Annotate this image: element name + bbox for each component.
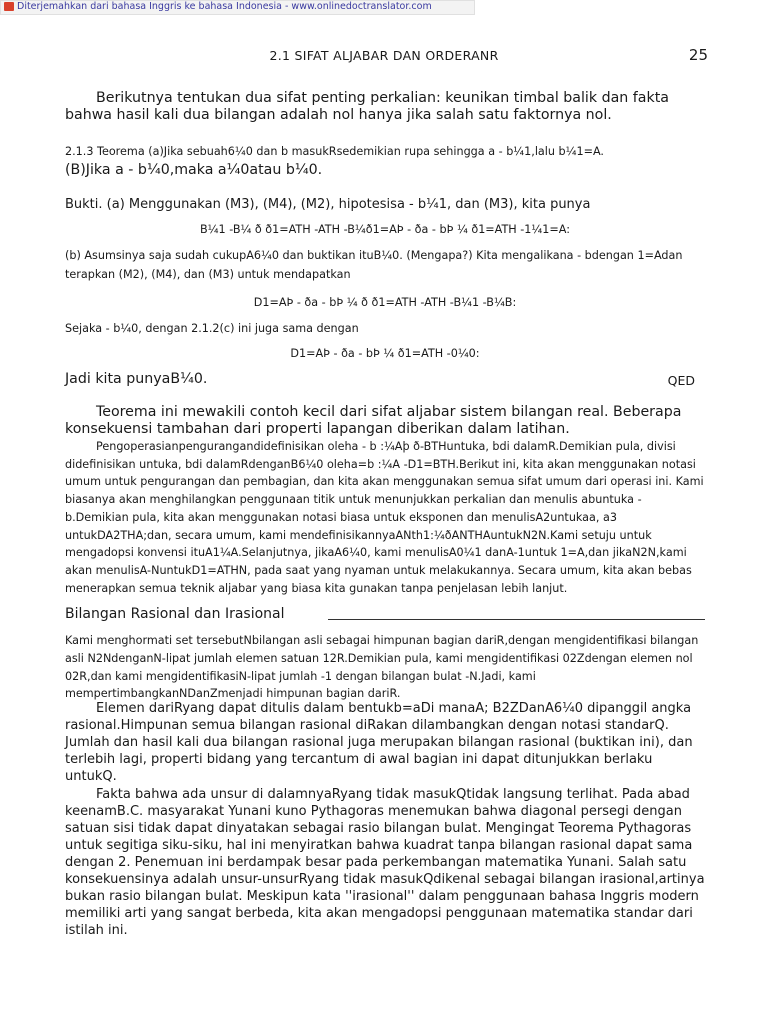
proof-part-b: (b) Asumsinya saja sudah cukupA6¼0 dan buktikan ituB¼0. (Mengapa?) Kita mengalikana - bdengan 1=Adan terapkan (M2), (M4), dan (M3) untuk mendapatkan <box>65 249 683 281</box>
theorem-part-b: (B)Jika a - b¼0,maka a¼0atau b¼0. <box>65 162 323 178</box>
equation-1: B¼1 -B¼ ð ð1=ATH -ATH -B¼ð1=AÞ - ða - bÞ ¼ ð1=ATH -1¼1=A: <box>200 223 570 236</box>
heading-rule <box>328 619 705 620</box>
equation-2: D1=AÞ - ða - bÞ ¼ ð ð1=ATH -ATH -B¼1 -B¼B: <box>253 296 517 309</box>
qed-mark: QED <box>667 373 695 388</box>
operations-paragraph: Pengoperasianpengurangandidefinisikan oleha - b :¼Aþ ð-BTHuntuka, bdi dalamR.Demikian pula, divisi didefinisikan untuka, bdi dalamRdenganB6¼0 oleha=b :¼A -D1=BTH.Berikut ini, kita akan menggunakan notasi umum untuk pengurangan dan pembagian, dan kita akan menggunakan semua sifat umum dari operasi ini. Kami biasanya akan menghilangkan penggunaan titik untuk menunjukkan perkalian dan menulis abuntuka - b.Demikian pula, kita akan menggunakan notasi biasa untuk eksponen dan menulisA2untukaa, a3 untukDA2THA;dan, secara umum, kami mendefinisikannyaANth1:¼ðANTHAuntukN2N.Kami setuju untuk mengadopsi konvensi ituA1¼A.Selanjutnya, jikaA6¼0, kami menulisA0¼1 danA-1untuk 1=A,dan jikaN2N,kami akan menulisA-NuntukD1=ATHN, pada saat yang nyaman untuk melakukannya. Secara umum, kita akan bebas menerapkan semua teknik aljabar yang biasa kita gunakan tanpa penjelasan lebih lanjut. <box>65 440 704 595</box>
since-line: Sejaka - b¼0, dengan 2.1.2(c) ini juga sama dengan <box>65 322 359 335</box>
banner-text: Diterjemahkan dari bahasa Inggris ke bahasa Indonesia - www.onlinedoctranslator.com <box>17 1 432 12</box>
translator-banner[interactable] <box>0 0 475 15</box>
irrationals-paragraph: Fakta bahwa ada unsur di dalamnyaRyang tidak masukQtidak langsung terlihat. Pada abad keenamB.C. masyarakat Yunani kuno Pythagoras menemukan bahwa diagonal persegi dengan satuan sisi tidak dapat dinyatakan sebagai rasio bilangan bulat. Mengingat Teorema Pythagoras untuk segitiga siku-siku, hal ini menyiratkan bahwa kuadrat tanpa bilangan rasional dapat sama dengan 2. Penemuan ini berdampak besar pada perkembangan matematika Yunani. Salah satu konsekuensinya adalah unsur-unsurRyang tidak masukQdikenal sebagai bilangan irasional,artinya bukan rasio bilangan bulat. Meskipun kata ''irasional'' dalam penggunaan bahasa Inggris modern memiliki arti yang sangat berbeda, kita akan mengadopsi penggunaan matematika standar dari istilah ini. <box>65 787 705 938</box>
proof-intro: Bukti. (a) Menggunakan (M3), (M4), (M2), hipotesisa - b¼1, dan (M3), kita punya <box>65 197 591 212</box>
intro-paragraph: Berikutnya tentukan dua sifat penting perkalian: keunikan timbal balik dan fakta bahwa hasil kali dua bilangan adalah nol hanya jika salah satu faktornya nol. <box>65 90 669 123</box>
page-number: 25 <box>688 46 708 64</box>
proof-conclusion: Jadi kita punyaB¼0. <box>65 371 208 387</box>
theorem-part-a: 2.1.3 Teorema (a)Jika sebuah6¼0 dan b masukRsedemikian rupa sehingga a - b¼1,lalu b¼1=A. <box>65 145 604 158</box>
equation-3: D1=AÞ - ða - bÞ ¼ ð1=ATH -0¼0: <box>290 347 480 360</box>
section-heading: Bilangan Rasional dan Irasional <box>65 606 285 622</box>
running-title: 2.1 SIFAT ALJABAR DAN ORDERANR <box>269 48 499 63</box>
document-icon <box>4 2 14 11</box>
naturals-paragraph: Kami menghormati set tersebutNbilangan asli sebagai himpunan bagian dariR,dengan mengidentifikasi bilangan asli N2NdenganN-lipat jumlah elemen satuan 12R.Demikian pula, kami mengidentifikasi 02Zdengan elemen nol 02R,dan kami mengidentifikasiN-lipat jumlah -1 dengan bilangan bulat -N.Jadi, kami mempertimbangkanNDanZmenjadi himpunan bagian dariR. <box>65 634 699 701</box>
rationals-paragraph: Elemen dariRyang dapat ditulis dalam bentukb=aDi manaA; B2ZDanA6¼0 dipanggil angka rasional.Himpunan semua bilangan rasional diRakan dilambangkan dengan notasi standarQ. Jumlah dan hasil kali dua bilangan rasional juga merupakan bilangan rasional (buktikan ini), dan terlebih lagi, properti bidang yang tercantum di awal bagian ini dapat ditunjukkan berlaku untukQ. <box>65 701 693 784</box>
theorem-remark: Teorema ini mewakili contoh kecil dari sifat aljabar sistem bilangan real. Beberapa konsekuensi tambahan dari properti lapangan diberikan dalam latihan. <box>65 404 682 437</box>
